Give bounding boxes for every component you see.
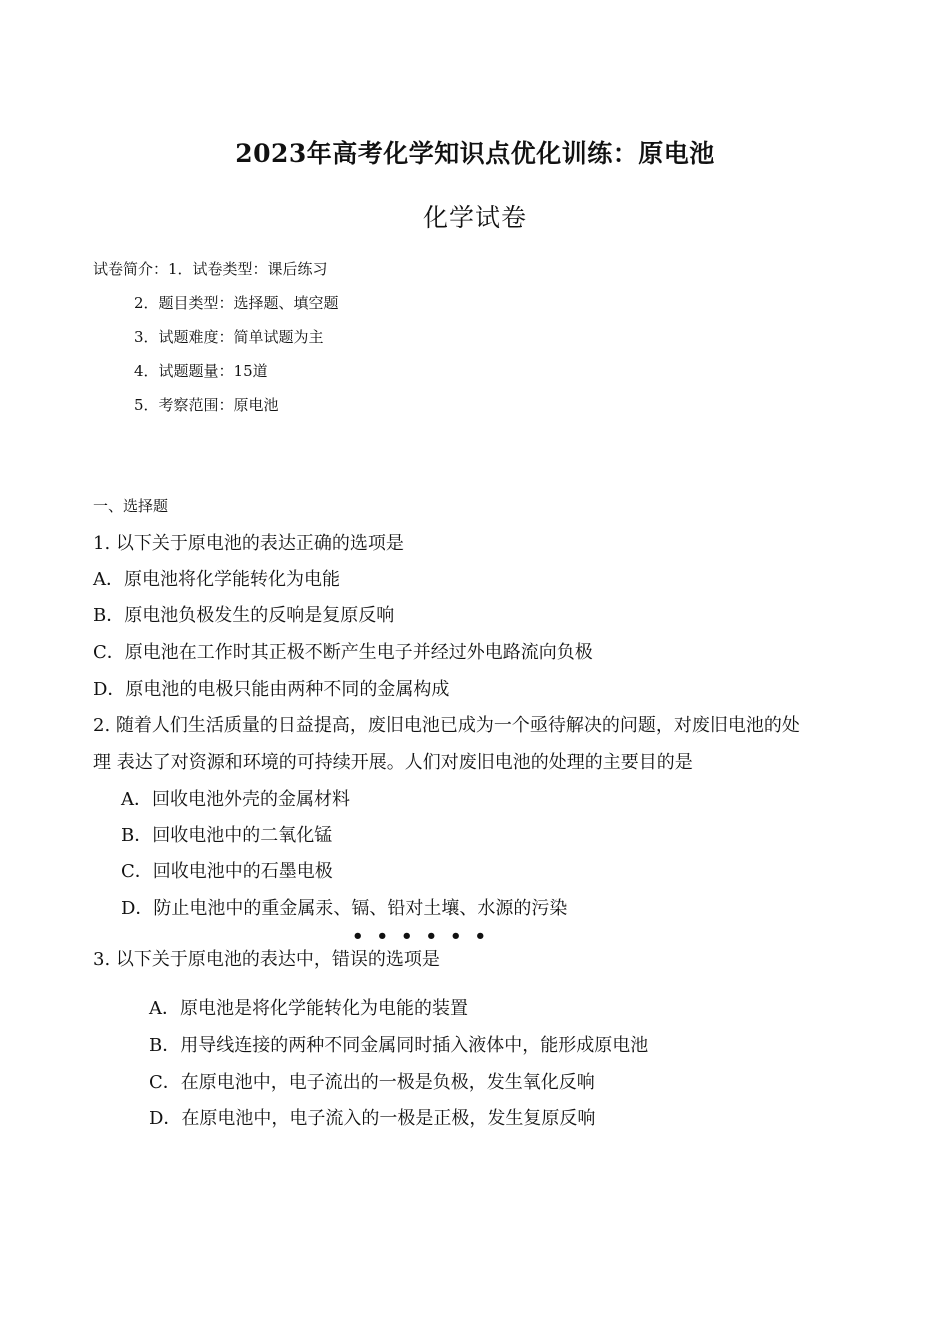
intro-line-4: 4．试题题量：15道	[134, 362, 268, 380]
section-heading: 一、选择题	[93, 497, 169, 515]
question-2-option-d: D．防止电池中的重金属汞、镉、铅对土壤、水源的污染	[121, 898, 568, 919]
question-2-option-b: B．回收电池中的二氧化锰	[121, 825, 333, 846]
question-2-stem-line-1: 2. 随着人们生活质量的日益提高，废旧电池已成为一个亟待解决的问题，对废旧电池的处	[93, 715, 800, 736]
intro-line-1: 试卷简介：1．试卷类型：课后练习	[93, 260, 328, 278]
intro-line-5: 5．考察范围：原电池	[134, 396, 279, 414]
document-subtitle: 化学试卷	[422, 203, 527, 232]
question-3-option-a: A．原电池是将化学能转化为电能的装置	[149, 998, 468, 1019]
question-3-stem: 3. 以下关于原电池的表达中，错误的选项是	[93, 949, 440, 970]
question-2-stem-line-2: 理 表达了对资源和环境的可持续开展。人们对废旧电池的处理的主要目的是	[93, 752, 693, 773]
question-1-option-d: D．原电池的电极只能由两种不同的金属构成	[93, 679, 450, 700]
question-3-option-c: C．在原电池中，电子流出的一极是负极，发生氧化反响	[149, 1072, 595, 1093]
emphasis-dots: ••••••	[352, 926, 500, 947]
question-1-option-b: B．原电池负极发生的反响是复原反响	[93, 605, 395, 626]
intro-line-2: 2．题目类型：选择题、填空题	[134, 294, 339, 312]
question-2-option-c: C．回收电池中的石墨电极	[121, 861, 333, 882]
question-3-option-b: B．用导线连接的两种不同金属同时插入液体中，能形成原电池	[149, 1035, 649, 1056]
question-1-option-a: A．原电池将化学能转化为电能	[93, 569, 340, 590]
document-title: 2023年高考化学知识点优化训练：原电池	[235, 139, 715, 168]
question-2-option-a: A．回收电池外壳的金属材料	[121, 789, 350, 810]
question-1-option-c: C．原电池在工作时其正极不断产生电子并经过外电路流向负极	[93, 642, 593, 663]
question-3-option-d: D．在原电池中，电子流入的一极是正极，发生复原反响	[149, 1108, 596, 1129]
intro-line-3: 3．试题难度：简单试题为主	[134, 328, 324, 346]
question-1-stem: 1. 以下关于原电池的表达正确的选项是	[93, 533, 404, 554]
